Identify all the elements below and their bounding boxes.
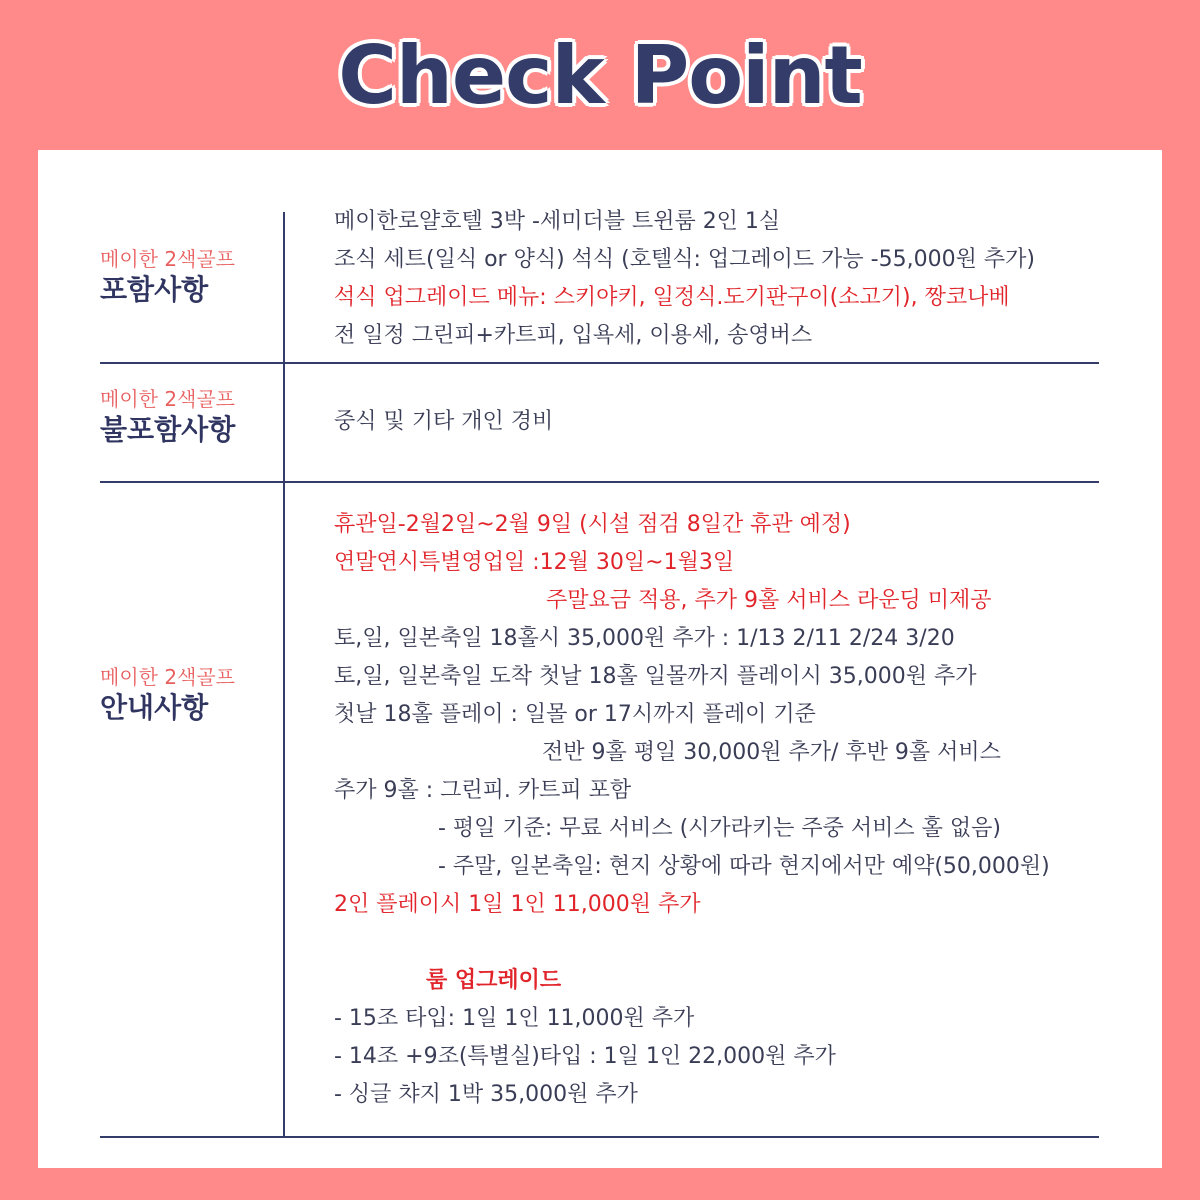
content-line: - 14조 +9조(특별실)타입 : 1일 1인 22,000원 추가 [334, 1044, 836, 1069]
section-content-excluded [334, 403, 1134, 441]
content-line: - 싱글 챠지 1박 35,000원 추가 [334, 1082, 638, 1107]
content-line: 휴관일-2월2일~2월 9일 (시설 점검 8일간 휴관 예정) [334, 512, 851, 537]
section-label-notice [100, 664, 280, 726]
page-title: Check Point [338, 29, 862, 122]
section-main-label: 불포함사항 [100, 413, 236, 446]
row-divider [100, 362, 1099, 364]
section-label-included [100, 246, 280, 308]
content-line: 조식 세트(일식 or 양식) 석식 (호텔식: 업그레이드 가능 -55,000원 추가) [334, 247, 1035, 272]
section-main-label: 포함사항 [100, 273, 209, 306]
content-line: 추가 9홀 : 그린피. 카트피 포함 [334, 778, 632, 803]
content-line: 토,일, 일본축일 18홀시 35,000원 추가 : 1/13 2/11 2/24 3/20 [334, 626, 955, 651]
section-content-notice [334, 506, 1134, 1114]
content-line: 주말요금 적용, 추가 9홀 서비스 라운딩 미제공 [546, 588, 992, 613]
content-line: - 주말, 일본축일: 현지 상황에 따라 현지에서만 예약(50,000원) [438, 854, 1050, 879]
row-divider [100, 1136, 1099, 1138]
content-line: 토,일, 일본축일 도착 첫날 18홀 일몰까지 플레이시 35,000원 추가 [334, 664, 977, 689]
content-line: 첫날 18홀 플레이 : 일몰 or 17시까지 플레이 기준 [334, 702, 816, 727]
content-line: 중식 및 기타 개인 경비 [334, 409, 554, 434]
section-sub-label: 메이한 2색골프 [100, 247, 236, 271]
content-line: 전 일정 그린피+카트피, 입욕세, 이용세, 송영버스 [334, 323, 813, 348]
row-divider [100, 481, 1099, 483]
content-line: 2인 플레이시 1일 1인 11,000원 추가 [334, 892, 701, 917]
content-line: - 15조 타입: 1일 1인 11,000원 추가 [334, 1006, 695, 1031]
section-content-included [334, 203, 1134, 355]
section-main-label: 안내사항 [100, 691, 209, 724]
room-upgrade-heading: 룸 업그레이드 [426, 968, 562, 993]
content-line: 연말연시특별영업일 :12월 30일~1월3일 [334, 550, 735, 575]
content-line: - 평일 기준: 무료 서비스 (시가라키는 주중 서비스 홀 없음) [438, 816, 1002, 841]
content-line: 석식 업그레이드 메뉴: 스키야키, 일정식.도기판구이(소고기), 짱코나베 [334, 285, 1010, 310]
checkpoint-panel [38, 150, 1162, 1168]
section-sub-label: 메이한 2색골프 [100, 387, 236, 411]
column-divider [283, 212, 285, 1138]
content-line: 메이한로얄호텔 3박 -세미더블 트윈룸 2인 1실 [334, 209, 781, 234]
section-sub-label: 메이한 2색골프 [100, 665, 236, 689]
content-line: 전반 9홀 평일 30,000원 추가/ 후반 9홀 서비스 [542, 740, 1001, 765]
section-label-excluded [100, 386, 280, 448]
blank-line [334, 924, 1134, 962]
